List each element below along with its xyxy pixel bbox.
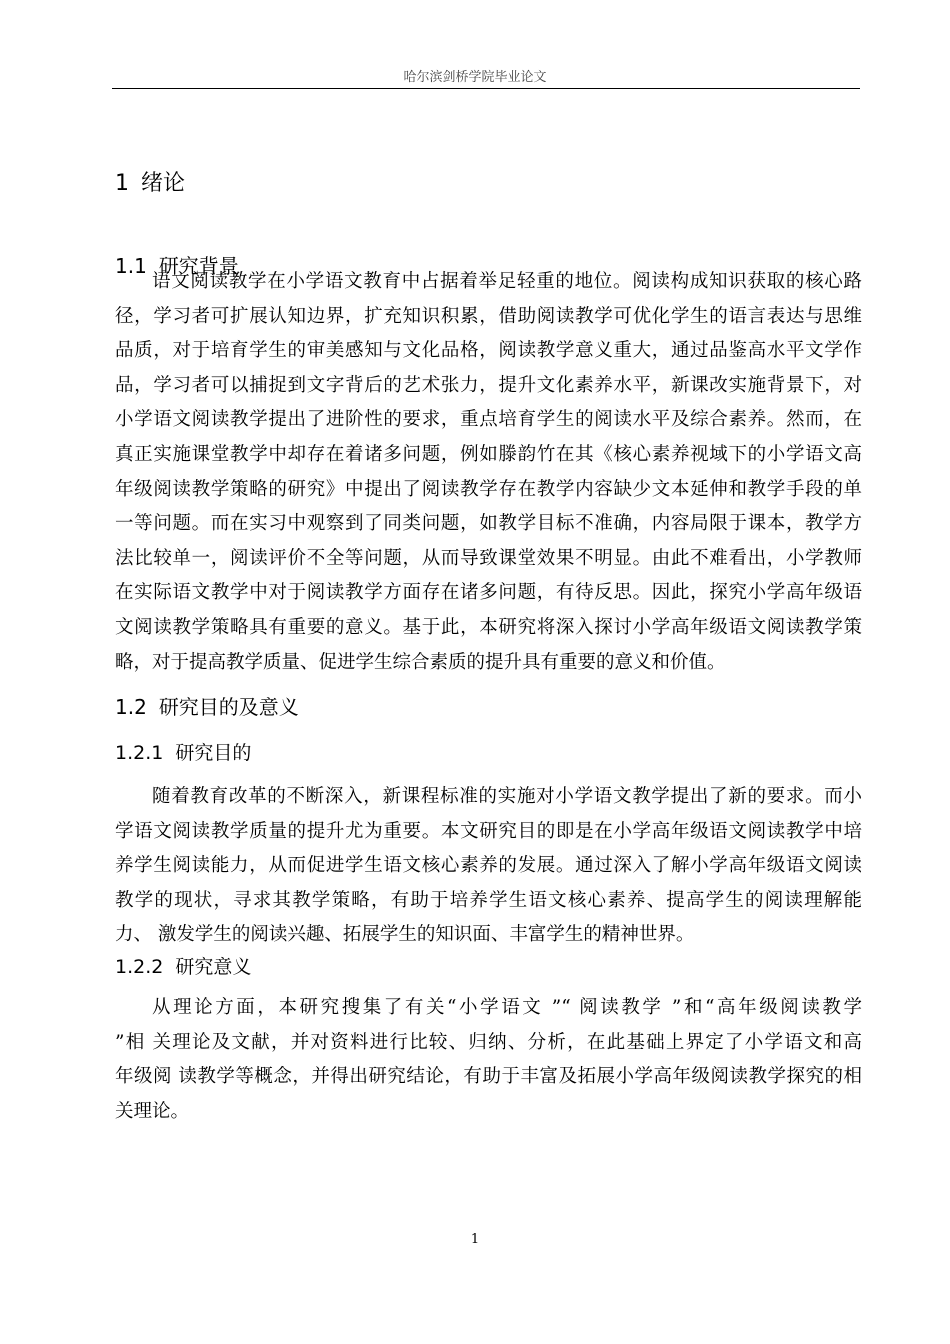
section-number: 1.2.2 xyxy=(115,956,164,978)
section-title: 研究目的及意义 xyxy=(158,695,299,719)
section-number: 1.1 xyxy=(115,254,147,278)
text-line: 学语文阅读教学质量的提升尤为重要。本文研究目的即是在小学高年级语文阅读教学中培 xyxy=(115,820,862,842)
section-title: 研究背景 xyxy=(158,254,239,278)
section-heading-1-2 xyxy=(115,691,299,720)
chapter-title: 绪论 xyxy=(141,171,186,196)
text-line: 小学语文阅读教学提出了进阶性的要求，重点培育学生的阅读水平及综合素养。然而，在 xyxy=(115,409,862,431)
paragraph-significance xyxy=(115,991,862,1129)
page-number: 1 xyxy=(470,1232,480,1247)
text-line: 随着教育改革的不断深入，新课程标准的实施对小学语文教学提出了新的要求。而小 xyxy=(152,786,862,807)
text-line: 略，对于提高教学质量、促进学生综合素质的提升具有重要的意义和价值。 xyxy=(115,651,726,673)
text-line: 从理论方面，本研究搜集了有关“小学语文 ”“ 阅读教学 ”和“高年级阅读教学 xyxy=(152,997,862,1018)
text-line: 年级阅读教学策略的研究》中提出了阅读教学存在教学内容缺少文本延伸和教学手段的单 xyxy=(115,478,862,500)
text-line: 法比较单一，阅读评价不全等问题，从而导致课堂效果不明显。由此不难看出，小学教师 xyxy=(115,547,862,569)
text-line: 在实际语文教学中对于阅读教学方面存在诸多问题，有待反思。因此，探究小学高年级语 xyxy=(115,582,862,604)
text-line: 品质，对于培育学生的审美感知与文化品格，阅读教学意义重大，通过品鉴高水平文学作 xyxy=(115,340,862,362)
text-line: 教学的现状，寻求其教学策略，有助于培养学生语文核心素养、提高学生的阅读理解能 xyxy=(115,889,862,911)
section-number: 1.2.1 xyxy=(115,742,164,764)
subsection-heading-1-2-1 xyxy=(115,738,251,765)
text-line: 年级阅 读教学等概念，并得出研究结论，有助于丰富及拓展小学高年级阅读教学探究的相 xyxy=(115,1066,862,1088)
text-line: 力、 激发学生的阅读兴趣、拓展学生的知识面、丰富学生的精神世界。 xyxy=(115,924,695,946)
text-line: 文阅读教学策略具有重要的意义。基于此，本研究将深入探讨小学高年级语文阅读教学策 xyxy=(115,616,862,638)
section-number: 1.2 xyxy=(115,695,147,719)
text-line: 径，学习者可扩展认知边界，扩充知识积累，借助阅读教学可优化学生的语言表达与思维 xyxy=(115,305,862,327)
section-title: 研究意义 xyxy=(175,956,252,978)
section-title: 研究目的 xyxy=(175,742,252,764)
text-line: 品，学习者可以捕捉到文字背后的艺术张力，提升文化素养水平，新课改实施背景下，对 xyxy=(115,374,862,396)
text-line: ”相 关理论及文献，并对资料进行比较、归纳、分析，在此基础上界定了小学语文和高 xyxy=(115,1031,862,1053)
running-header: 哈尔滨剑桥学院毕业论文 xyxy=(403,70,547,85)
paragraph-purpose xyxy=(115,780,862,953)
header-divider xyxy=(112,88,860,89)
text-line: 真正实施课堂教学中却存在着诸多问题，例如滕韵竹在其《核心素养视域下的小学语文高 xyxy=(115,443,862,465)
text-line: 语文阅读教学在小学语文教育中占据着举足轻重的地位。阅读构成知识获取的核心路 xyxy=(152,271,862,292)
chapter-heading xyxy=(115,166,185,197)
text-line: 一等问题。而在实习中观察到了同类问题，如教学目标不准确，内容局限于课本，教学方 xyxy=(115,513,862,535)
paragraph-background xyxy=(115,265,862,680)
chapter-number: 1 xyxy=(115,171,129,196)
text-line: 养学生阅读能力，从而促进学生语文核心素养的发展。通过深入了解小学高年级语文阅读 xyxy=(115,855,862,877)
subsection-heading-1-2-2 xyxy=(115,952,251,979)
text-line: 关理论。 xyxy=(115,1100,190,1122)
